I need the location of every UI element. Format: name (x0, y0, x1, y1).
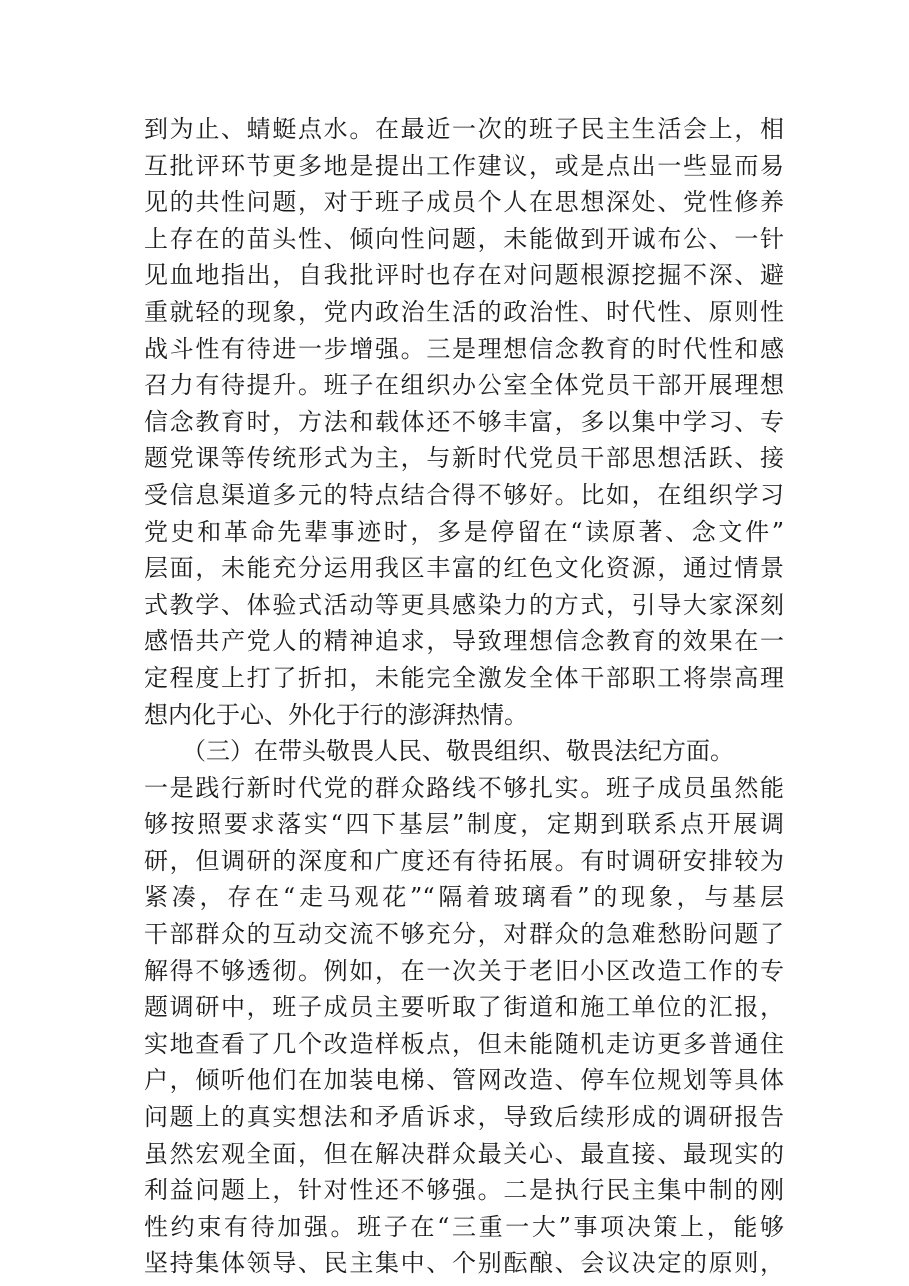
text-line: 问题上的真实想法和矛盾诉求，导致后续形成的调研报告 (144, 1103, 784, 1132)
text-line: 户，倾听他们在加装电梯、管网改造、停车位规划等具体 (144, 1066, 784, 1095)
text-line: 上存在的苗头性、倾向性问题，未能做到开诚布公、一针 (144, 224, 784, 253)
text-line: 坚持集体领导、民主集中、个别酝酿、会议决定的原则， (144, 1249, 784, 1278)
text-line: 重就轻的现象，党内政治生活的政治性、时代性、原则性 (144, 297, 784, 326)
text-line: 虽然宏观全面，但在解决群众最关心、最直接、最现实的 (144, 1139, 784, 1168)
text-line: 研，但调研的深度和广度还有待拓展。有时调研安排较为 (144, 846, 784, 875)
body-text (144, 111, 784, 1282)
text-line: 解得不够透彻。例如，在一次关于老旧小区改造工作的专 (144, 956, 784, 985)
text-line: 紧凑，存在“走马观花”“隔着玻璃看”的现象，与基层 (144, 883, 784, 912)
text-line: 党史和革命先辈事迹时，多是停留在“读原著、念文件” (144, 517, 784, 546)
text-line: 感悟共产党人的精神追求，导致理想信念教育的效果在一 (144, 627, 784, 656)
text-line: 题调研中，班子成员主要听取了街道和施工单位的汇报， (144, 993, 784, 1022)
text-line: 想内化于心、外化于行的澎湃热情。 (144, 700, 528, 729)
text-line: 式教学、体验式活动等更具感染力的方式，引导大家深刻 (144, 590, 784, 619)
text-line: 受信息渠道多元的特点结合得不够好。比如，在组织学习 (144, 480, 784, 509)
text-line: 互批评环节更多地是提出工作建议，或是点出一些显而易 (144, 151, 784, 180)
text-line: 一是践行新时代党的群众路线不够扎实。班子成员虽然能 (144, 773, 784, 802)
text-line: 信念教育时，方法和载体还不够丰富，多以集中学习、专 (144, 407, 784, 436)
text-line: 召力有待提升。班子在组织办公室全体党员干部开展理想 (144, 371, 784, 400)
text-line: 定程度上打了折扣，未能完全激发全体干部职工将崇高理 (144, 663, 784, 692)
text-line: 见血地指出，自我批评时也存在对问题根源挖掘不深、避 (144, 261, 784, 290)
text-line: 利益问题上，针对性还不够强。二是执行民主集中制的刚 (144, 1176, 784, 1205)
text-line: 够按照要求落实“四下基层”制度，定期到联系点开展调 (144, 810, 784, 839)
text-line: 性约束有待加强。班子在“三重一大”事项决策上，能够 (144, 1212, 784, 1241)
text-line: 到为止、蜻蜓点水。在最近一次的班子民主生活会上，相 (144, 115, 784, 143)
text-line: 实地查看了几个改造样板点，但未能随机走访更多普通住 (144, 1029, 784, 1058)
text-line: 干部群众的互动交流不够充分，对群众的急难愁盼问题了 (144, 920, 784, 949)
text-line: 层面，未能充分运用我区丰富的红色文化资源，通过情景 (144, 554, 784, 583)
section-heading: （三）在带头敬畏人民、敬畏组织、敬畏法纪方面。 (182, 737, 734, 766)
text-line: 战斗性有待进一步增强。三是理想信念教育的时代性和感 (144, 334, 784, 363)
text-line: 题党课等传统形式为主，与新时代党员干部思想活跃、接 (144, 444, 784, 473)
text-line: 见的共性问题，对于班子成员个人在思想深处、党性修养 (144, 188, 784, 217)
